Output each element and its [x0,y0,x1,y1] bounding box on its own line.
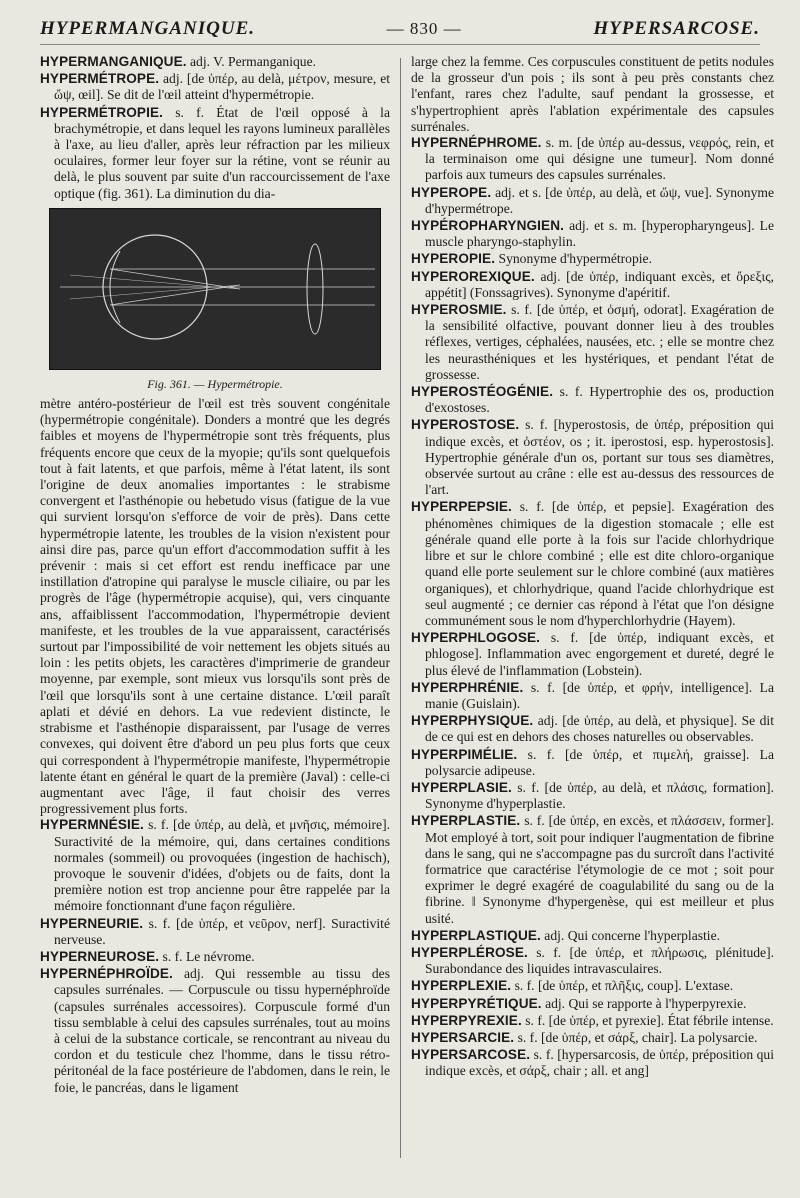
headword: HYPERSARCOSE. [411,1047,531,1063]
entry [411,630,774,679]
definition: adj. [de ὑπέρ, au delà, et physique]. Se dit de ce qui est en dehors des choses naturelles ou observables. [425,713,774,745]
definition: s. f. [de ὑπέρ, et pepsie]. Exagération des phénomènes chimiques de la digestion stomacale ; elle est générale quand elle porte à la fois sur l'acide chlorhydrique libre et sur le chlore combiné ; elle est dite chloro-organique quand elle porte seulement sur le chlore combiné (aux matières organiques), et chlorhydrique, quand l'acide chlorhydrique est seul augmenté ; ce dernier cas répond à l'état que l'on désigne communément sous le nom d'hyperchlorhydrie (Hayem). [425,499,774,628]
definition: s. f. [de ὑπέρ, et πλήρωσις, plénitude]. Surabondance des liquides intravasculaires. [425,944,774,977]
headword: HYPERPLEXIE. [411,978,512,994]
entry [411,780,774,812]
entry [411,978,774,994]
headword: HYPEROREXIQUE. [411,268,535,284]
definition: s. f. [de ὑπέρ, et πλῆξις, coup]. L'extase. [511,978,734,994]
running-header [40,14,760,45]
definition: adj. Qui se rapporte à l'hyperpyrexie. [541,995,747,1011]
entry [411,302,774,383]
definition: s. f. [de ὑπέρ, et pyrexie]. État fébrile intense. [521,1012,774,1028]
entry [411,1013,774,1029]
definition: s. f. [de ὑπέρ, et φρήν, intelligence]. La manie (Guislain). [425,679,774,711]
definition: adj. et s. [de ὑπέρ, au delà, et ὤψ, vue]. Synonyme d'hypermétrope. [425,184,774,216]
headword: HYPEROSTÉOGÉNIE. [411,384,554,400]
headword: HYPEROSTOSE. [411,417,520,433]
entry [411,1047,774,1079]
entry [411,269,774,301]
definition: s. m. [de ὑπέρ au-dessus, νεφρός, rein, et la terminaison ome qui désigne une tumeur]. Nom donné parfois aux tumeurs des capsules surrénales. [425,135,774,183]
column-divider [400,58,401,1158]
headword: HYPERNÉPHROÏDE. [40,966,173,982]
entry [40,949,390,965]
definition: s. f. [hyperostosis, de ὑπέρ, préposition qui indique excès, et ὀστέον, os ; it. iperostosi, esp. hyperostosis]. Hypertrophie générale d'un os, portant sur tous ses diamètres, observée surtout au crâne : elle est au-dessus des ressources de l'art. [425,417,774,498]
definition: s. f. Hypertrophie des os, production d'exostoses. [425,384,774,416]
entry [40,916,390,948]
entry [411,928,774,944]
entry [40,817,390,914]
entry [411,747,774,779]
headword: HYPERPHLOGOSE. [411,630,541,646]
definition: adj. [de ὑπέρ, au delà, μέτρον, mesure, et ὤψ, œil]. Se dit de l'œil atteint d'hypermétropie. [54,71,390,103]
entry [411,813,774,926]
headword: HYPEROSMIE. [411,302,507,318]
entry [411,680,774,712]
left-column [40,54,390,1190]
headword: HYPERPLASTIQUE. [411,927,541,943]
definition: s. f. [de ὑπέρ, indiquant excès, et phlogose]. Inflammation avec engorgement et dureté, degré le plus élevé de l'inflammation (Lobstein). [425,630,774,678]
entry [411,417,774,498]
headword: HYPERNEUROSE. [40,948,160,964]
entry [411,996,774,1012]
definition: s. f. [de ὑπέρ, et σάρξ, chair]. La polysarcie. [514,1029,758,1045]
headword: HYPÉROPHARYNGIEN. [411,218,565,234]
headword: HYPERNEURIE. [40,915,144,931]
entry-continuation: large chez la femme. Ces corpuscules constituent de petits nodules de la grosseur d'un pois ; ils sont à peu près constants chez l'enfant, rares chez l'adulte, sauf pendant la grossesse, et s'hypertrophient après l'ablation expérimentale des capsules surrénales. [411,54,774,134]
entry [40,71,390,103]
definition: adj. V. Permanganique. [186,54,316,69]
entry [411,185,774,217]
definition: s. f. [de ὑπέρ, au delà, et πλάσις, formation]. Synonyme d'hyperplastie. [425,779,774,812]
page-number: — 830 — [386,19,462,38]
entry [40,105,390,202]
headword: HYPERMÉTROPE. [40,71,160,87]
definition: s. f. [de ὑπέρ, et νεῦρον, nerf]. Suractivité nerveuse. [54,915,390,947]
hypermetropia-eye-diagram [49,208,381,370]
right-column [411,54,774,1190]
header-left-word: HYPERMANGANIQUE. [40,18,255,39]
definition: s. f. [de ὑπέρ, et πιμελή, graisse]. La polysarcie adipeuse. [425,746,774,778]
entry [40,54,390,70]
headword: HYPERPHRÉNIE. [411,679,524,695]
definition: s. f. Le névrome. [159,948,255,964]
entry [411,384,774,416]
definition: adj. Qui ressemble au tissu des capsules surrénales. — Corpuscule ou tissu hypernéphroïde (capsules surrénales accessoires). Corpuscule formé d'un tissu semblable à celui des capsules surrénales, tout au moins à celui de la substance corticale, se rencontrant au niveau du cordon et du testicule chez l'homme, dans le tissu rétro-péritonéal de la face postérieure de l'abdomen, dans le rein, le foie, le pancréas, dans le ligament [54,966,390,1095]
headword: HYPERPLASIE. [411,779,512,795]
entry [411,499,774,629]
headword: HYPERMANGANIQUE. [40,54,187,69]
definition: s. f. [de ὑπέρ, et ὀσμή, odorat]. Exagération de la sensibilité olfactive, pouvant donner lieu à des troubles réflexes, vertiges, céphalées, nausées, etc. ; elle se montre chez les neurasthéniques et les hystériques, et pendant l'état de grossesse. [425,302,774,382]
headword: HYPERNÉPHROME. [411,135,542,151]
headword: HYPERPLÉROSE. [411,944,528,960]
definition: s. f. [de ὑπέρ, au delà, et μνῆσις, mémoire]. Suractivité de la mémoire, qui, dans certaines conditions normales (sommeil) ou provoquées (ingestion de hachisch), provoque le souvenir d'idées, d'objets ou de faits, dont la première notion est trop ancienne pour être rappelée par la mémoire fonctionnant d'une façon régulière. [54,817,390,914]
headword: HYPERPEPSIE. [411,499,512,515]
headword: HYPEROPE. [411,184,492,200]
entry [411,1030,774,1046]
header-right-word: HYPERSARCOSE. [593,18,760,39]
entry [411,251,774,267]
definition: adj. [de ὑπέρ, indiquant excès, et ὄρεξις, appétit] (Fonssagrives). Synonyme d'apéritif. [425,268,774,300]
definition: s. f. [de ὑπέρ, en excès, et πλάσσειν, former]. Mot employé à tort, soit pour indiquer l'augmentation de fibrine dans le sang, qui ne s'accompagne pas du surcroît dans l'activité formatrice que caractérise l'étymologie de ce mot ; soit pour exprimer le degré exagéré de coagulabilité du sang ou de la fibrine. ‖ Synonyme d'hypergenèse, qui est meilleur et plus usité. [425,813,774,926]
headword: HYPERSARCIE. [411,1029,515,1045]
definition: s. f. État de l'œil opposé à la brachymétropie, et dans lequel les rayons lumineux parallèles à l'axe, au lieu d'aller, après leur réfraction par les milieux oculaires, former leur foyer sur la rétine, vont se réunir au delà, le plus souvent par suite d'un raccourcissement de l'axe optique (fig. 361). La diminution du dia- [54,104,390,201]
headword: HYPERMNÉSIE. [40,817,144,833]
definition: Synonyme d'hypermétropie. [495,251,652,267]
entry-continuation: mètre antéro-postérieur de l'œil est très souvent congénitale (hypermétropie congénitale). Donders a montré que les degrés faibles et moyens de l'hypermétropie sont très fréquents, plus fréquents encore que ceux de la myopie; qu'ils sont quelquefois tout à fait latents, et que parfois, même à l'état latent, ils sont l'origine de deux anomalies importantes : le strabisme convergent et l'asthénopie ou hebetudo visus (fatigue de la vue qui survient lorsqu'on s'efforce de voir de près). Dans cette hypermétropie latente, les troubles de la vision n'existent pour ainsi dire pas, parce qu'un effort d'accommodation suffit à les prévenir : mais si cet effort est rendu inefficace par une instillation d'atropine qui paralyse le muscle ciliaire, ou par les progrès de l'âge (hypermétropie acquise), qui, vers cinquante ans, affaiblissent l'accommodation, l'hypermétropie devient manifeste, et les troubles de la vue apparaissent, caractérisés surtout par l'impossibilité de voir nettement les objets situés au loin : les petits objets, les caractères d'imprimerie de grandeur moyenne, par exemple, sont mieux vus lorsqu'ils sont près de l'œil que lorsqu'ils sont à une certaine distance. L'œil paraît aplati et dévié en dehors. La vue redevient distincte, le strabisme et l'asthénopie disparaissent, par l'usage de verres convexes, qui doivent être d'abord un peu plus forts que ceux qui correspondent à l'hypermétropie manifeste, l'hypermétropie latente étant en général le quart de la première (Javal) : celle-ci augmentant avec l'âge, il faut choisir des verres progressivement plus forts. [40,396,390,817]
headword: HYPERMÉTROPIE. [40,104,164,120]
definition: adj. et s. m. [hyperopharyngeus]. Le muscle pharyngo-staphylin. [425,218,774,250]
headword: HYPERPLASTIE. [411,813,521,829]
definition: s. f. [hypersarcosis, de ὑπέρ, préposition qui indique excès, et σάρξ, chair ; all. et ang] [425,1047,774,1079]
entry [411,218,774,250]
entry [411,713,774,745]
definition: adj. Qui concerne l'hyperplastie. [540,927,721,943]
entry [40,966,390,1096]
headword: HYPERPHYSIQUE. [411,713,534,729]
entry [411,135,774,184]
headword: HYPERPIMÉLIE. [411,746,518,762]
headword: HYPERPYREXIE. [411,1012,522,1028]
headword: HYPERPYRÉTIQUE. [411,995,542,1011]
headword: HYPEROPIE. [411,251,496,267]
figure-caption: Fig. 361. — Hypermétropie. [147,376,283,391]
entry [411,945,774,977]
figure-361 [40,208,390,392]
